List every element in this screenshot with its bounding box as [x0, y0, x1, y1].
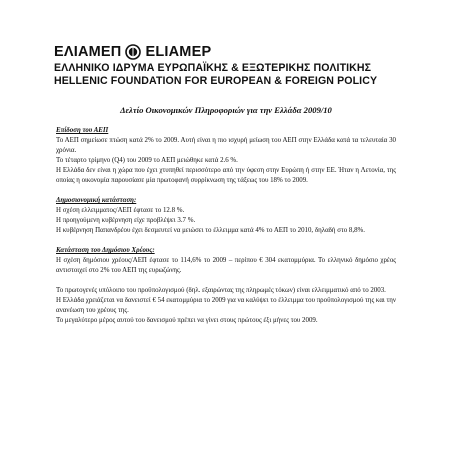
paragraph: Η κυβέρνηση Παπανδρέου έχει δεσμευτεί να μειώσει το έλλειμμα κατά 4% το ΑΕΠ το 2010, δηλαδή στο 8,8%. — [56, 227, 365, 234]
paragraph: Το πρωτογενές υπόλοιπο του προϋπολογισμού (δηλ. εξαιρώντας της πληρωμές τόκων) είναι ελλειμματικό από το 2003. — [56, 287, 386, 294]
logo-text-english: ELIAMEP — [145, 44, 212, 60]
org-name-greek: ΕΛΛΗΝΙΚΟ ΙΔΡΥΜΑ ΕΥΡΩΠΑΪΚΗΣ & ΕΞΩΤΕΡΙΚΗΣ ΠΟΛΙΤΙΚΗΣ — [54, 62, 372, 74]
logo-text-greek: ΕΛΙΑΜΕΠ — [54, 44, 122, 60]
logo — [54, 44, 211, 60]
paragraph: Το ΑΕΠ σημείωσε πτώση κατά 2% το 2009. Αυτή είναι η πιο ισχυρή μείωση του ΑΕΠ στην Ελλάδα κατά τα τελευταία 30 χρόνια. — [56, 137, 396, 154]
paragraph: Η Ελλάδα δεν είναι η χώρα που έχει χτυπηθεί περισσότερο από την ύφεση στην Ευρώπη ή στην ΕΕ. Ήταν η Λετονία, της οποίας η οικονομία παρουσίασε μία πρωτοφανή συρρίκνωση της τάξεως του 18% το 2009. — [56, 167, 396, 184]
section-heading-gdp: Επίδοση του ΑΕΠ — [56, 127, 109, 134]
paragraph: Η προηγούμενη κυβέρνηση είχε προβλέψει 3.7 %. — [56, 217, 196, 224]
document-title: Δελτίο Οικονομικών Πληροφοριών για την Ελλάδα 2009/10 — [120, 105, 332, 115]
section-heading-fiscal: Δημοσιονομική κατάσταση: — [56, 197, 137, 204]
paragraph: Το τέταρτο τρίμηνο (Q4) του 2009 το ΑΕΠ μειώθηκε κατά 2.6 %. — [56, 157, 238, 164]
section-heading-debt: Κατάσταση του Δημόσιου Χρέους: — [56, 247, 155, 254]
org-name-english: HELLENIC FOUNDATION FOR EUROPEAN & FOREIGN POLICY — [54, 75, 378, 87]
paragraph: Η σχέση δημόσιου χρέους/ΑΕΠ έφτασε το 114,6% το 2009 – περίπου € 304 εκατομμύρια. Το ελληνικό δημόσιο χρέος αντιστοιχεί στο 2% του ΑΕΠ της ευρωζώνης. — [56, 257, 396, 274]
eliamep-emblem-icon — [125, 44, 141, 60]
paragraph: Η σχέση ελλειμματος/ΑΕΠ έφτασε το 12.8 %. — [56, 207, 185, 214]
document-body — [56, 126, 396, 326]
paragraph: Η Ελλάδα χρειάζεται να δανειστεί € 54 εκατομμύρια το 2009 για να καλύψει το έλλειμμα του προϋπολογισμού της και την ανανέωση του χρέους της. — [56, 297, 396, 314]
paragraph: Το μεγαλύτερο μέρος αυτού του δανεισμού πρέπει να γίνει στους πρώτους έξι μήνες του 2009. — [56, 317, 318, 324]
